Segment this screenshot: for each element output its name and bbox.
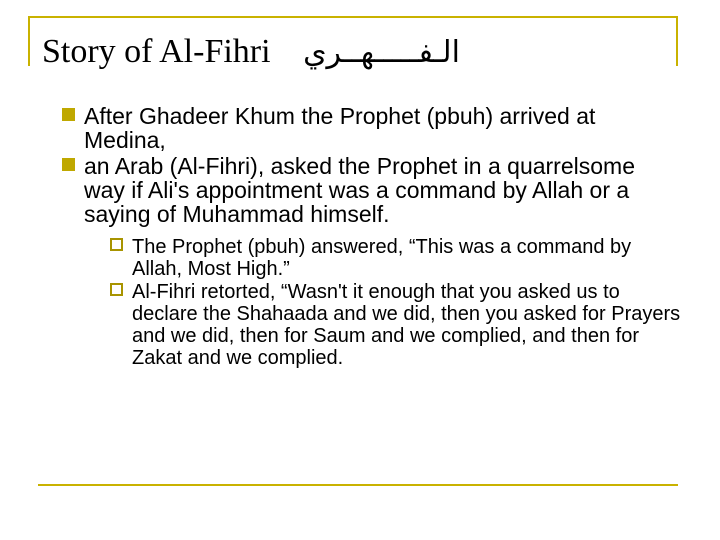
filled-square-bullet-icon	[62, 108, 75, 121]
slide-title-english: Story of Al-Fihri	[42, 33, 271, 70]
slide-title-arabic: الـفـــــهــري	[303, 35, 460, 70]
hollow-square-bullet-icon	[110, 283, 123, 296]
sub-bullet-item	[110, 236, 682, 280]
slide-title	[42, 28, 466, 76]
bullet-text: After Ghadeer Khum the Prophet (pbuh) arrived at Medina,	[84, 103, 596, 153]
slide-body	[62, 104, 682, 370]
frame-top-rule	[28, 16, 678, 18]
frame-bottom-rule	[38, 484, 678, 486]
frame-right-rule	[676, 16, 678, 66]
sub-bullet-list	[110, 236, 682, 369]
hollow-square-bullet-icon	[110, 238, 123, 251]
sub-bullet-item	[110, 281, 682, 369]
bullet-text: an Arab (Al-Fihri), asked the Prophet in a quarrelsome way if Ali's appointment was a command by Allah or a saying of Muhammad himself.	[84, 153, 635, 227]
bullet-item	[62, 104, 682, 152]
frame-left-rule	[28, 16, 30, 66]
sub-bullet-text: The Prophet (pbuh) answered, “This was a command by Allah, Most High.”	[132, 236, 632, 280]
bullet-item	[62, 154, 682, 226]
filled-square-bullet-icon	[62, 158, 75, 171]
sub-bullet-text: Al-Fihri retorted, “Wasn't it enough that you asked us to declare the Shahaada and we did, then you asked for Prayers and we did, then for Saum and we complied, and then for Zakat and we complied.	[132, 281, 681, 369]
